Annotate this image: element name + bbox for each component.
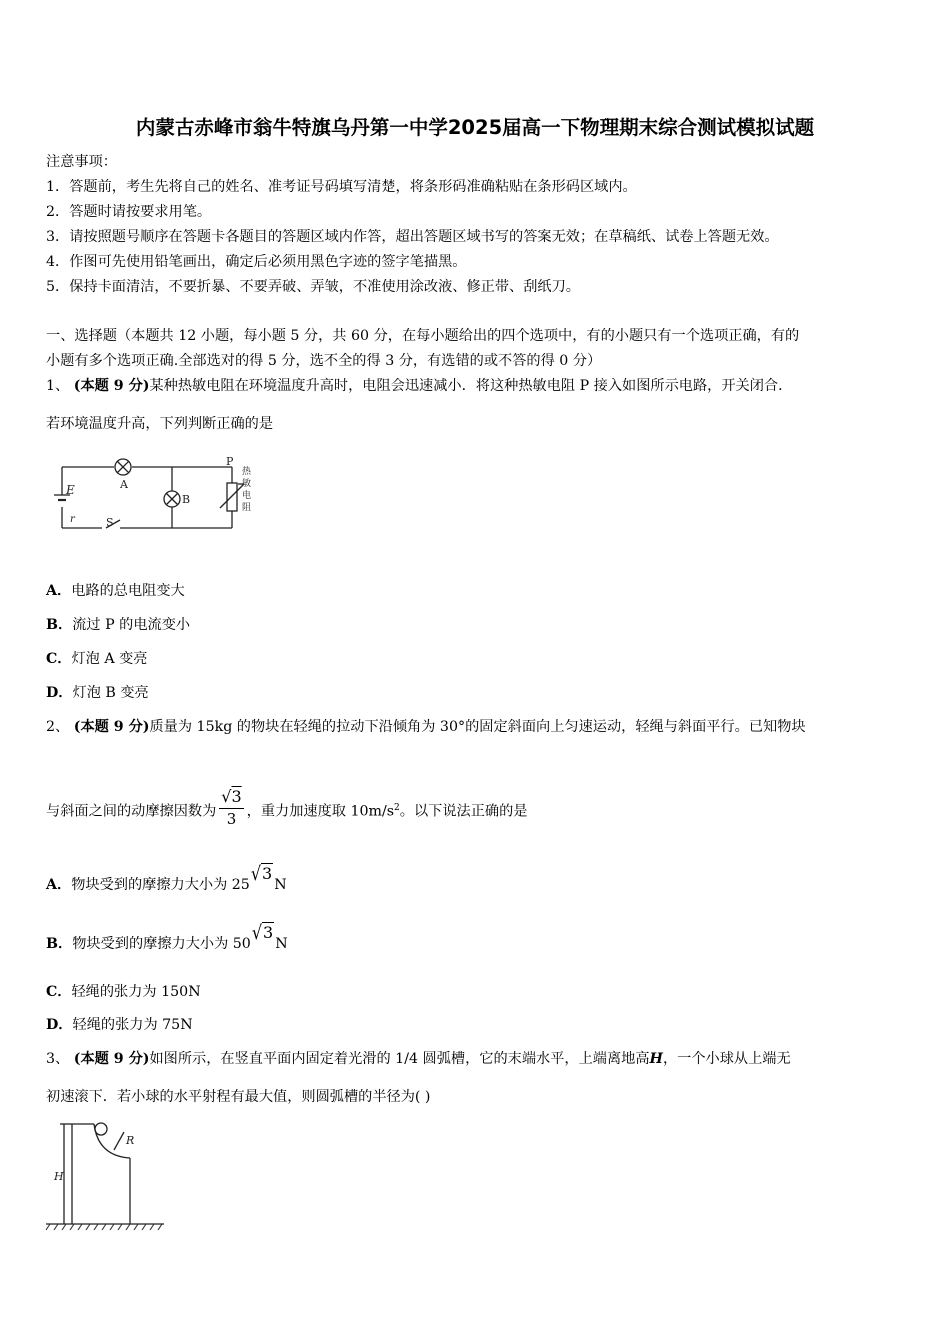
page-title: 内蒙古赤峰市翁牛特旗乌丹第一中学2025届高一下物理期末综合测试模拟试题 [135, 116, 815, 139]
notice-item: 2．答题时请按要求用笔。 [46, 204, 212, 220]
option-a: A．电路的总电阻变大 [46, 583, 185, 599]
score-tag: (本题 9 分) [73, 378, 150, 394]
svg-text:S: S [106, 516, 114, 529]
option-a: A．物块受到的摩擦力大小为 25√3N [46, 862, 287, 893]
circuit-diagram [44, 450, 260, 550]
notice-heading: 注意事项： [46, 154, 117, 170]
svg-text:B: B [182, 493, 191, 506]
score-tag: (本题 9 分) [73, 719, 150, 735]
svg-text:A: A [120, 478, 128, 491]
stem-text: 某种热敏电阻在环境温度升高时，电阻会迅速减小．将这种热敏电阻 P 接入如图所示电路，开关闭合． [149, 378, 793, 394]
notice-item: 1．答题前，考生先将自己的姓名、准考证号码填写清楚，将条形码准确粘贴在条形码区域内。 [46, 179, 637, 195]
svg-text:热: 热 [242, 467, 252, 477]
question-3-stem-cont: 初速滚下．若小球的水平射程有最大值，则圆弧槽的半径为( ) [46, 1089, 431, 1105]
notice-item: 4．作图可先使用铅笔画出，确定后必须用黑色字迹的签字笔描黑。 [46, 254, 467, 270]
svg-text:P: P [226, 455, 234, 468]
notice-item: 3．请按照题号顺序在答题卡各题目的答题区域内作答，超出答题区域书写的答案无效；在草稿纸、试卷上答题无效。 [46, 229, 779, 245]
svg-text:r: r [70, 514, 75, 525]
option-b: B．流过 P 的电流变小 [46, 617, 191, 633]
section-instructions: 小题有多个选项正确.全部选对的得 5 分，选不全的得 3 分，有选错的或不答的得 0 分） [46, 353, 602, 369]
option-c: C．轻绳的张力为 150N [46, 984, 201, 1000]
label-H: H [54, 1170, 64, 1183]
option-d: D．轻绳的张力为 75N [46, 1017, 193, 1033]
question-3-stem: 3、 (本题 9 分)如图所示，在竖直平面内固定着光滑的 1/4 圆弧槽，它的末端水平，上端离地高H，一个小球从上端无 [46, 1051, 791, 1067]
notice-item: 5．保持卡面清洁，不要折暴、不要弄破、弄皱，不准使用涂改液、修正带、刮纸刀。 [46, 279, 580, 295]
question-2-stem-cont: 与斜面之间的动摩擦因数为 $\frac{√3}{3}$ ，重力加速度取 $10m/s^2$。以下说法正确的是 [46, 787, 528, 829]
svg-text:电: 电 [242, 491, 252, 501]
fraction-sqrt3-over-3: $\frac{√3}{3}$ [221, 787, 242, 829]
label-R: R [126, 1134, 135, 1147]
option-b: B．物块受到的摩擦力大小为 50√3N [46, 921, 288, 952]
label-E: E [66, 483, 75, 497]
section-instructions: 一、选择题（本题共 12 小题，每小题 5 分，共 60 分，在每小题给出的四个选项中，有的小题只有一个选项正确，有的 [46, 328, 800, 344]
svg-text:阻: 阻 [242, 503, 252, 513]
question-number: 1、 [46, 378, 70, 394]
svg-text:敏: 敏 [242, 479, 252, 489]
score-tag: (本题 9 分) [73, 1051, 150, 1067]
option-d: D．灯泡 B 变亮 [46, 685, 149, 701]
question-1-stem [46, 377, 792, 395]
question-1-stem-cont: 若环境温度升高，下列判断正确的是 [46, 416, 274, 432]
option-c: C．灯泡 A 变亮 [46, 651, 148, 667]
arc-groove-diagram [44, 1120, 168, 1235]
question-2-stem: 2、 (本题 9 分)质量为 15kg 的物块在轻绳的拉动下沿倾角为 30°的固定斜面向上匀速运动，轻绳与斜面平行。已知物块 [46, 719, 806, 735]
